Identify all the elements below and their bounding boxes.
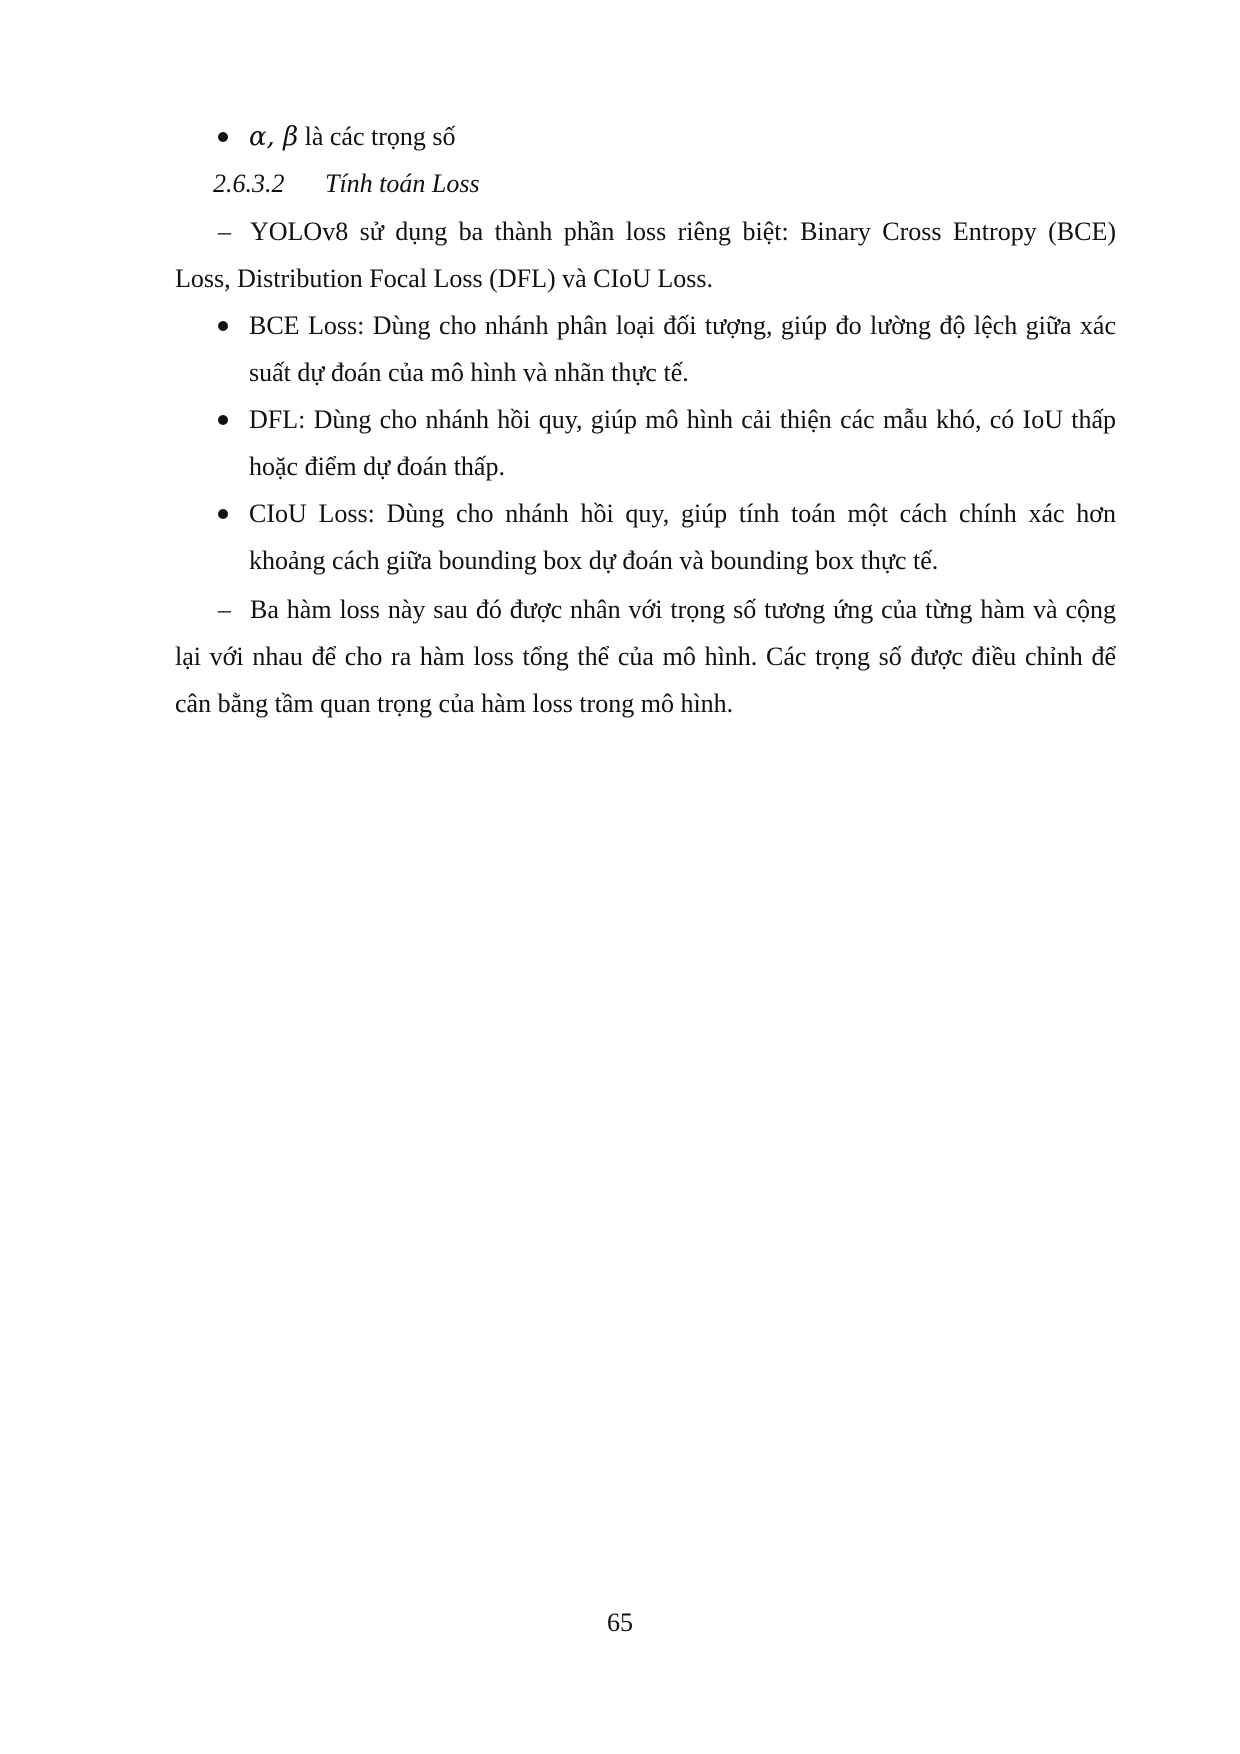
bullet-weights-text: là các trọng số — [298, 122, 456, 151]
bullet-dfl-line1: DFL: Dùng cho nhánh hồi quy, giúp mô hình cải thiện các mẫu khó, có IoU thấp — [249, 405, 1116, 434]
page-number: 65 — [607, 1608, 633, 1637]
para2-line2: lại với nhau để cho ra hàm loss tổng thể của mô hình. Các trọng số được điều chỉnh để — [175, 642, 1116, 671]
bullet-dot — [218, 132, 228, 142]
section-title: Tính toán Loss — [325, 169, 480, 198]
para2-line3: cân bằng tầm quan trọng của hàm loss trong mô hình. — [175, 689, 734, 718]
para2-line1: Ba hàm loss này sau đó được nhân với trọng số tương ứng của từng hàm và cộng — [250, 595, 1116, 624]
bullet-dfl-line2: hoặc điểm dự đoán thấp. — [249, 452, 505, 481]
bullet-weights — [249, 120, 456, 154]
bullet-dot — [218, 321, 228, 331]
para2-dash: – — [218, 595, 231, 624]
para1-line1: YOLOv8 sử dụng ba thành phần loss riêng biệt: Binary Cross Entropy (BCE) — [250, 217, 1116, 246]
bullet-dot — [218, 509, 228, 519]
para1-line2: Loss, Distribution Focal Loss (DFL) và CIoU Loss. — [175, 264, 714, 293]
bullet-bce-line2: suất dự đoán của mô hình và nhãn thực tế. — [249, 358, 689, 387]
section-number: 2.6.3.2 — [213, 169, 285, 198]
bullet-bce-line1: BCE Loss: Dùng cho nhánh phân loại đối tượng, giúp đo lường độ lệch giữa xác — [249, 311, 1116, 340]
math-symbols: α, β — [249, 122, 299, 152]
bullet-dot — [218, 415, 228, 425]
bullet-ciou-line1: CIoU Loss: Dùng cho nhánh hồi quy, giúp tính toán một cách chính xác hơn — [249, 499, 1116, 528]
para1-dash: – — [218, 217, 231, 246]
bullet-ciou-line2: khoảng cách giữa bounding box dự đoán và bounding box thực tế. — [249, 546, 939, 575]
